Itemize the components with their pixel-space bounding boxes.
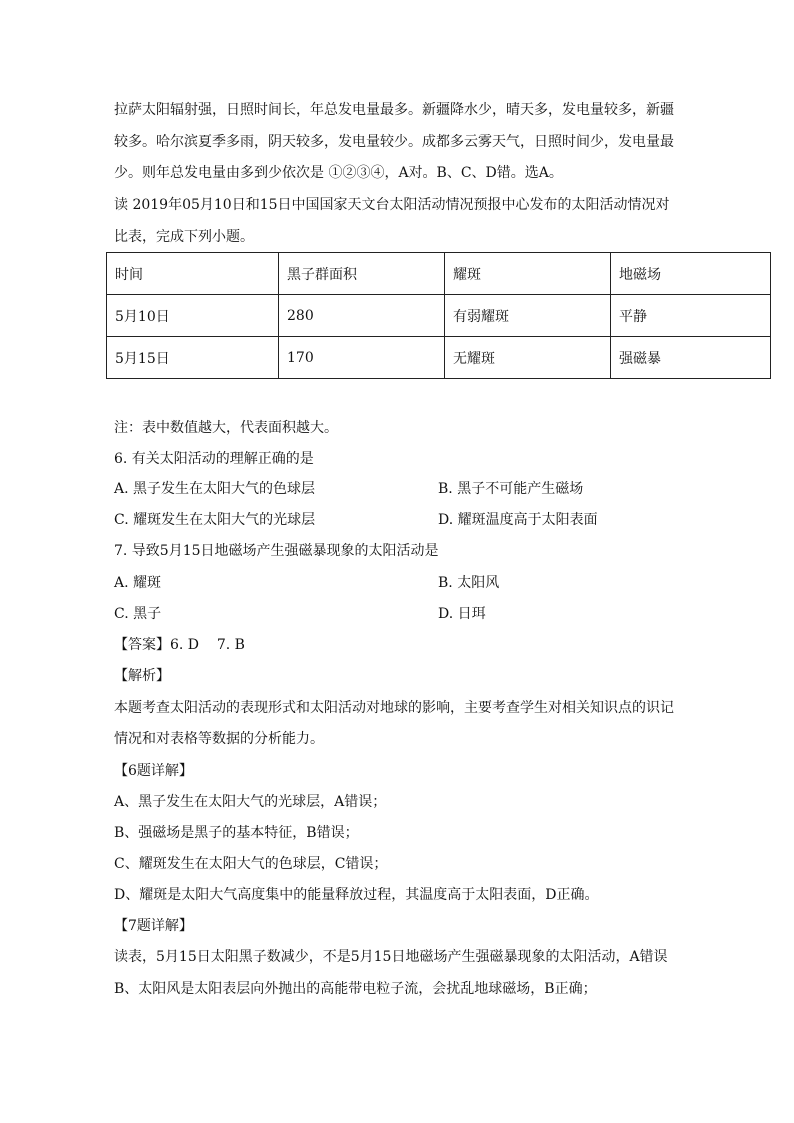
detail-6-a: A、黑子发生在太阳大气的光球层，A错误； <box>114 794 387 810</box>
analysis-line-2: 情况和对表格等数据的分析能力。 <box>114 731 324 747</box>
table-cell: 平静 <box>611 295 771 337</box>
question-7-stem: 7. 导致5月15日地磁场产生强磁暴现象的太阳活动是 <box>114 543 439 559</box>
table-cell: 有弱耀斑 <box>445 295 611 337</box>
detail-7-line-1: 读表，5月15日太阳黑子数减少，不是5月15日地磁场产生强磁暴现象的太阳活动，A错误 <box>114 949 668 965</box>
table-cell: 强磁暴 <box>611 337 771 379</box>
question-7-option-c: C. 黑子 <box>114 606 162 622</box>
question-7-option-a: A. 耀斑 <box>114 575 162 591</box>
detail-6-b: B、强磁场是黑子的基本特征，B错误； <box>114 825 359 841</box>
solar-activity-table <box>106 252 771 379</box>
intro-line-1: 拉萨太阳辐射强，日照时间长，年总发电量最多。新疆降水少，晴天多，发电量较多，新疆 <box>114 102 674 118</box>
question-6-option-c: C. 耀斑发生在太阳大气的光球层 <box>114 512 316 528</box>
table-cell: 5月15日 <box>107 337 279 379</box>
intro-line-2: 较多。哈尔滨夏季多雨，阴天较多，发电量较少。成都多云雾天气，日照时间少，发电量最 <box>114 134 674 150</box>
reading-line-2: 比表，完成下列小题。 <box>114 229 254 245</box>
question-6-option-a: A. 黑子发生在太阳大气的色球层 <box>114 481 316 497</box>
analysis-heading: 【解析】 <box>114 668 170 684</box>
table-cell: 280 <box>279 295 445 337</box>
table-cell: 170 <box>279 337 445 379</box>
question-6-option-b: B. 黑子不可能产生磁场 <box>438 481 584 497</box>
table-header-cell: 时间 <box>107 253 279 295</box>
question-7-option-b: B. 太阳风 <box>438 575 500 591</box>
analysis-line-1: 本题考查太阳活动的表现形式和太阳活动对地球的影响，主要考查学生对相关知识点的识记 <box>114 700 674 716</box>
table-header-cell: 黑子群面积 <box>279 253 445 295</box>
reading-line-1: 读 2019年05月10日和15日中国国家天文台太阳活动情况预报中心发布的太阳活动情况对 <box>114 197 670 213</box>
question-6-stem: 6. 有关太阳活动的理解正确的是 <box>114 451 314 467</box>
detail-7-heading: 【7题详解】 <box>114 918 193 934</box>
table-row <box>107 337 771 379</box>
table-header-row <box>107 253 771 295</box>
detail-7-line-2: B、太阳风是太阳表层向外抛出的高能带电粒子流，会扰乱地球磁场，B正确； <box>114 981 597 997</box>
detail-6-d: D、耀斑是太阳大气高度集中的能量释放过程，其温度高于太阳表面，D正确。 <box>114 887 599 903</box>
question-6-option-d: D. 耀斑温度高于太阳表面 <box>438 512 598 528</box>
detail-6-c: C、耀斑发生在太阳大气的色球层，C错误； <box>114 856 388 872</box>
table-header-cell: 耀斑 <box>445 253 611 295</box>
table-note: 注：表中数值越大，代表面积越大。 <box>114 420 338 436</box>
answer-line: 【答案】6. D 7. B <box>114 637 245 653</box>
table-cell: 无耀斑 <box>445 337 611 379</box>
detail-6-heading: 【6题详解】 <box>114 763 193 779</box>
question-7-option-d: D. 日珥 <box>438 606 486 622</box>
table-row <box>107 295 771 337</box>
intro-line-3: 少。则年总发电量由多到少依次是 ①②③④，A对。B、C、D错。选A。 <box>114 165 563 181</box>
table-header-cell: 地磁场 <box>611 253 771 295</box>
table-cell: 5月10日 <box>107 295 279 337</box>
